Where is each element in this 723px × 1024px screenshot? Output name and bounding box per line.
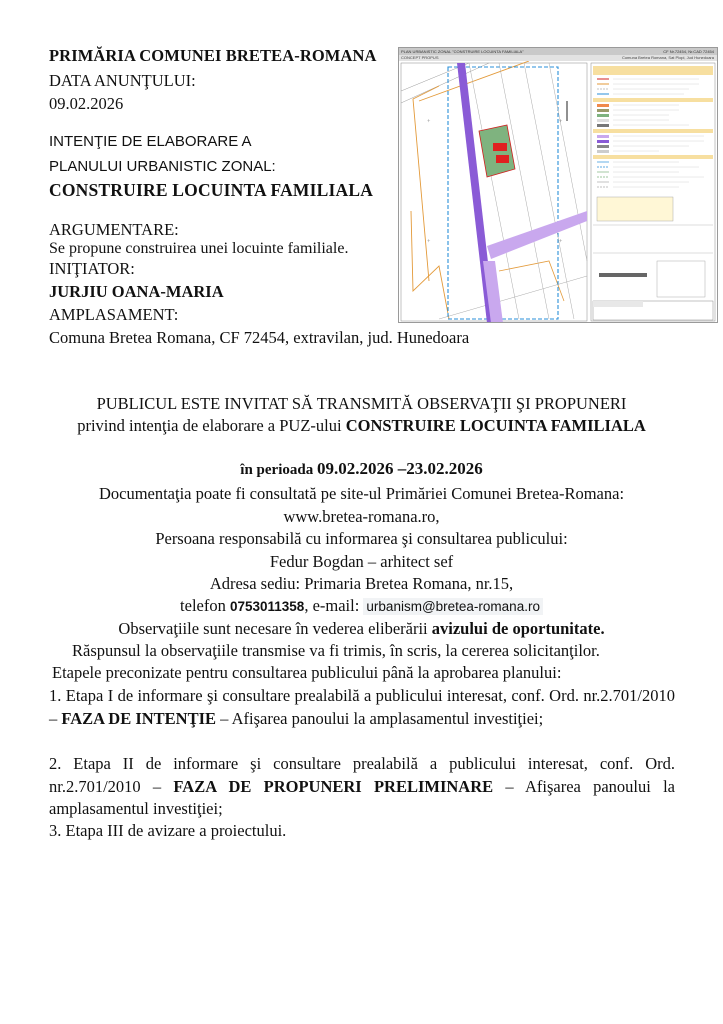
intent-heading-line1: INTENŢIE DE ELABORARE A <box>49 133 252 150</box>
grid-mark: + <box>427 119 431 125</box>
legend-header <box>593 66 713 71</box>
institution-title: PRIMĂRIA COMUNEI BRETEA-ROMANA <box>49 46 377 65</box>
office-address: Adresa sediu: Primaria Bretea Romana, nr.15, <box>209 574 514 593</box>
argument-text: Se propune construirea unei locuinte familiale. <box>49 240 349 257</box>
coordinates-table <box>657 261 705 297</box>
email-link[interactable]: urbanism@bretea-romana.ro <box>363 598 543 615</box>
plan-graphic <box>399 61 717 323</box>
intent-heading-line2: PLANULUI URBANISTIC ZONAL: <box>49 158 276 175</box>
response-note: Răspunsul la observaţiile transmise va fi trimis, în scris, la cererea solicitanţilor. <box>72 641 600 660</box>
plan-title-bar <box>399 48 717 55</box>
building-proposed <box>496 155 509 163</box>
grid-mark: + <box>559 239 563 245</box>
legend-swatch <box>597 119 609 122</box>
title-block-header <box>593 301 643 307</box>
plan-cadastre: CF Nr.72454, Nr.CAD 72454 <box>663 49 714 54</box>
grid-mark: + <box>559 119 563 125</box>
legend-swatch <box>597 140 609 143</box>
stage-item <box>49 685 675 730</box>
email-prefix: , e-mail: <box>304 596 364 615</box>
plan-place: Comuna Bretea Romana, Sat Plopi, Jud Hunedoara <box>621 55 714 60</box>
announcement-date: 09.02.2026 <box>49 94 124 113</box>
balance-table <box>597 197 673 221</box>
grid-mark: + <box>427 239 431 245</box>
legend-section <box>593 98 713 102</box>
period-dates: 09.02.2026 –23.02.2026 <box>316 459 483 478</box>
website-link[interactable]: www.bretea-romana.ro, <box>283 507 440 526</box>
argument-label: ARGUMENTARE: <box>49 220 179 239</box>
responsible-person-label: Persoana responsabilă cu informarea şi consultarea publicului: <box>155 529 568 548</box>
location-text: Comuna Bretea Romana, CF 72454, extravilan, jud. Hunedoara <box>49 328 470 347</box>
period-prefix: în perioada <box>240 462 317 478</box>
legend-section <box>593 71 713 75</box>
invitation-project-title: CONSTRUIRE LOCUINTA FAMILIALA <box>345 416 646 435</box>
urban-plan-drawing <box>398 47 718 323</box>
legend-swatch <box>597 104 609 107</box>
stage-item <box>49 753 675 821</box>
stage-text: 3. Etapa III de avizare a proiectului. <box>49 821 287 840</box>
initiator-label: INIŢIATOR: <box>49 259 135 278</box>
stage-text: 1. Etapa I de informare şi consultare prealabilă a publicului interesat, conf. Ord. nr.2.701/2010 – <box>49 686 675 728</box>
stage-text: – Afişarea panoului la amplasamentul investiţiei; <box>49 776 675 818</box>
legend-swatch <box>597 109 609 112</box>
stage-item <box>49 820 675 843</box>
announcement-date-label: DATA ANUNŢULUI: <box>49 71 196 90</box>
invitation-line2-prefix: privind intenţia de elaborare a PUZ-ului <box>77 416 346 435</box>
observations-note <box>0 619 723 639</box>
contact-line <box>0 596 723 616</box>
building-proposed <box>493 143 507 151</box>
observations-prefix: Observaţiile sunt necesare în vederea eliberării <box>118 619 432 638</box>
phone-number[interactable]: 0753011358 <box>229 599 305 614</box>
stage-phase: FAZA DE INTENŢIE <box>61 708 217 728</box>
location-label: AMPLASAMENT: <box>49 305 179 324</box>
initiator-name: JURJIU OANA-MARIA <box>49 282 224 301</box>
plan-title: PLAN URBANISTIC ZONAL "CONSTRUIRE LOCUINTA FAMILIALA" <box>401 49 524 54</box>
plan-subtitle: CONCEPT PROPUS <box>401 55 439 60</box>
observations-bold: avizului de oportunitate. <box>431 619 605 638</box>
legend-section <box>593 155 713 159</box>
legend-swatch <box>597 145 609 148</box>
responsible-person-name: Fedur Bogdan – arhitect sef <box>269 552 454 571</box>
phone-prefix: telefon <box>180 596 230 615</box>
invitation-line2 <box>0 416 723 436</box>
stage-text: 2. Etapa II de informare şi consultare prealabilă a publicului interesat, conf. Ord. nr.2.701/2010 – <box>49 754 675 796</box>
legend-section <box>593 129 713 133</box>
consultation-period <box>0 459 723 479</box>
stage-text: – Afişarea panoului la amplasamentul investiţiei; <box>216 708 544 728</box>
project-title: CONSTRUIRE LOCUINTA FAMILIALA <box>49 180 374 200</box>
documentation-note: Documentaţia poate fi consultată pe site-ul Primăriei Comunei Bretea-Romana: <box>98 484 625 503</box>
invitation-line1: PUBLICUL ESTE INVITAT SĂ TRANSMITĂ OBSERVAŢII ŞI PROPUNERI <box>96 394 627 413</box>
legend-swatch <box>597 135 609 138</box>
legend-swatch <box>597 150 609 153</box>
legend-swatch <box>597 124 609 127</box>
road-profile <box>599 273 647 277</box>
legend-swatch <box>597 114 609 117</box>
stage-phase: FAZA DE PROPUNERI PRELIMINARE <box>173 776 494 796</box>
stages-intro: Etapele preconizate pentru consultarea publicului până la aprobarea planului: <box>52 663 562 682</box>
